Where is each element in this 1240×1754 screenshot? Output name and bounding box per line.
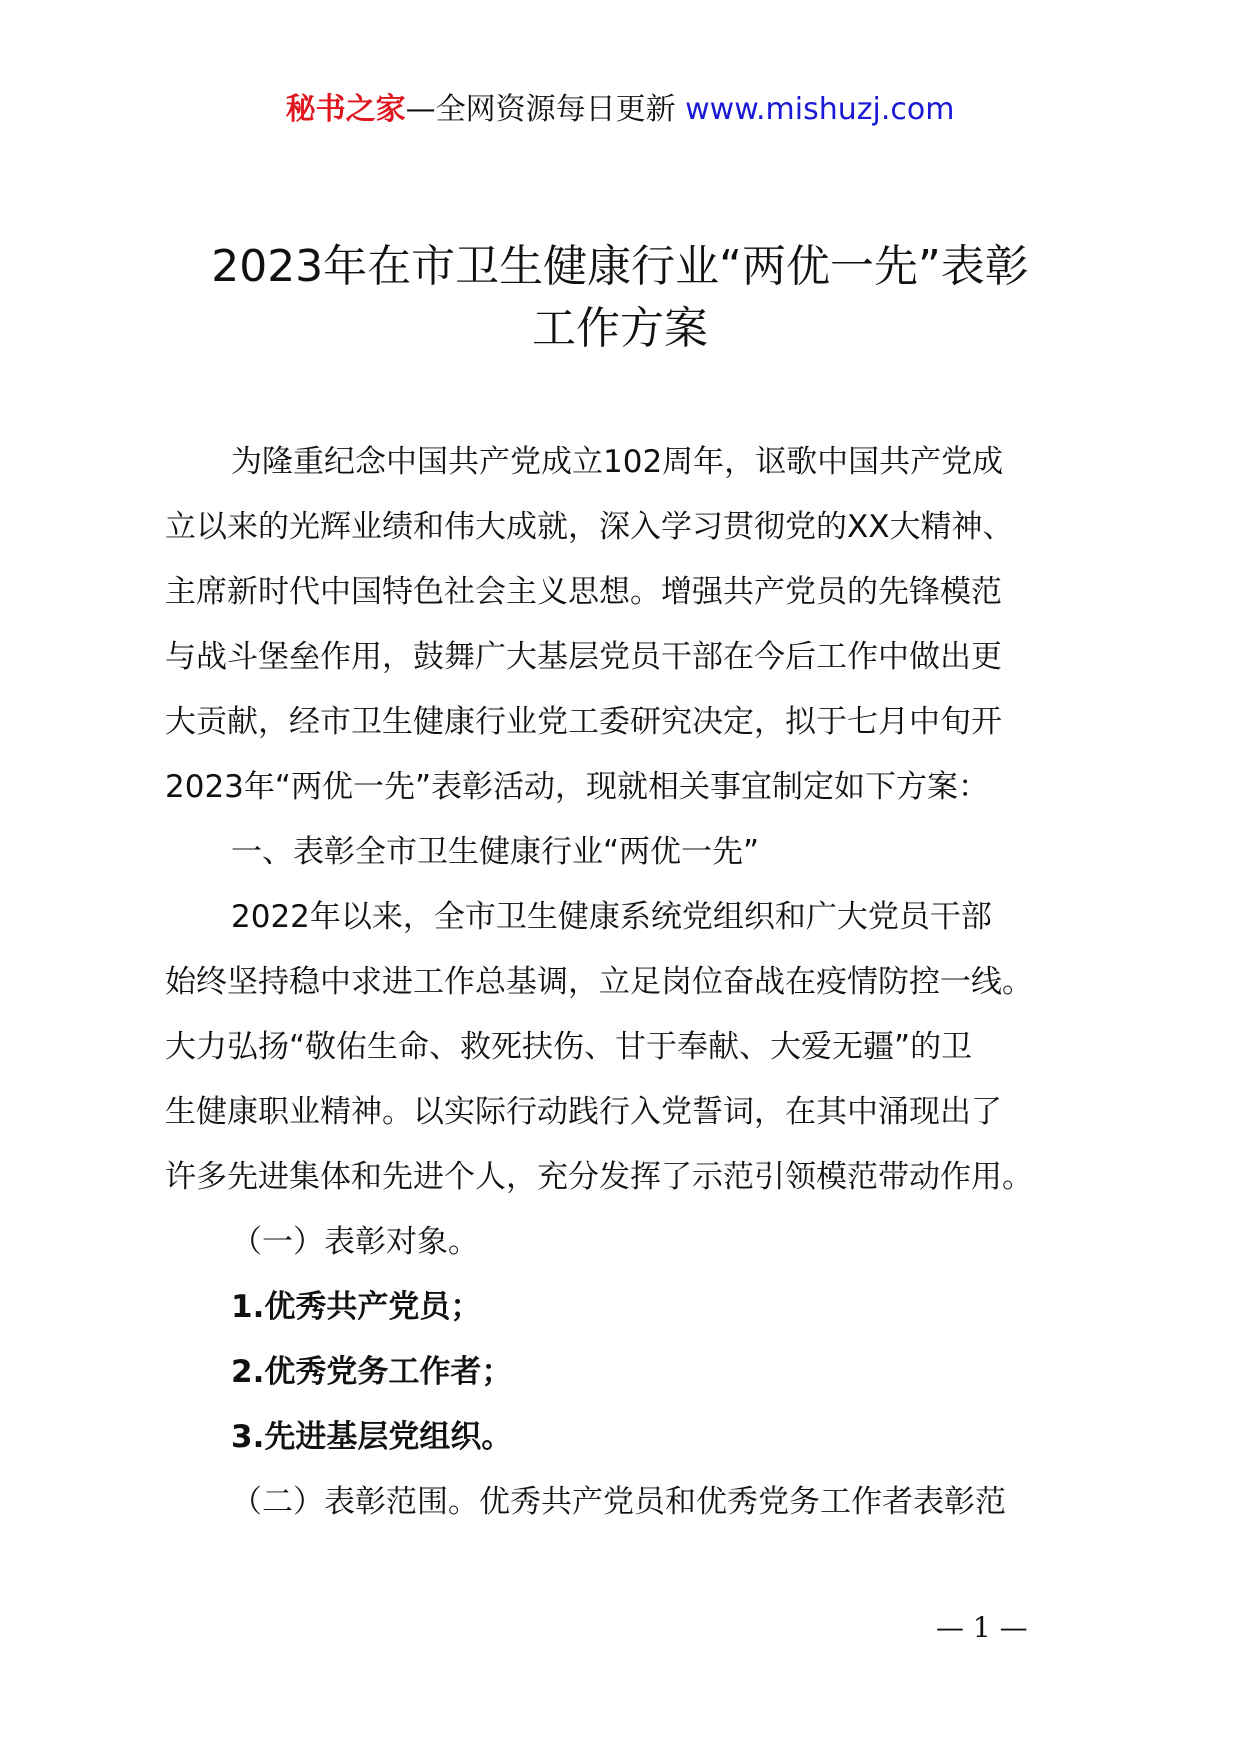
site-url-link[interactable]: www.mishuzj.com — [685, 92, 955, 127]
paragraph-1-line: 主席新时代中国特色社会主义思想。增强共产党员的先锋模范 — [165, 574, 1002, 610]
paragraph-2-line: 生健康职业精神。以实际行动践行入党誓词，在其中涌现出了 — [165, 1094, 1002, 1130]
section-heading-1: 一、表彰全市卫生健康行业“两优一先” — [231, 834, 760, 870]
document-body — [165, 430, 1085, 1535]
paragraph-1-line: 立以来的光辉业绩和伟大成就，深入学习贯彻党的XX大精神、 — [165, 509, 1014, 545]
page-number: — 1 — — [936, 1611, 1028, 1644]
subsection-heading-2: （二）表彰范围。优秀共产党员和优秀党务工作者表彰范 — [231, 1484, 1006, 1520]
title-line-2: 工作方案 — [532, 303, 708, 354]
paragraph-1-line: 2023年“两优一先”表彰活动，现就相关事宜制定如下方案： — [165, 769, 990, 805]
header-slogan: —全网资源每日更新 — [405, 92, 676, 127]
title-line-1: 2023年在市卫生健康行业“两优一先”表彰 — [211, 241, 1029, 292]
brand-name: 秘书之家 — [285, 92, 406, 127]
paragraph-2-line: 大力弘扬“敬佑生命、救死扶伤、甘于奉献、大爱无疆”的卫 — [165, 1029, 973, 1065]
paragraph-1-line: 大贡献，经市卫生健康行业党工委研究决定，拟于七月中旬开 — [165, 704, 1002, 740]
paragraph-1-line: 与战斗堡垒作用，鼓舞广大基层党员干部在今后工作中做出更 — [165, 639, 1002, 675]
list-item: 2.优秀党务工作者； — [231, 1354, 513, 1390]
paragraph-2-line: 始终坚持稳中求进工作总基调，立足岗位奋战在疫情防控一线。 — [165, 964, 1033, 1000]
paragraph-2-line: 2022年以来，全市卫生健康系统党组织和广大党员干部 — [231, 899, 992, 935]
document-title — [0, 236, 1240, 360]
list-item: 1.优秀共产党员； — [231, 1289, 482, 1325]
paragraph-2-line: 许多先进集体和先进个人，充分发挥了示范引领模范带动作用。 — [165, 1159, 1033, 1195]
subsection-heading-1: （一）表彰对象。 — [231, 1224, 479, 1260]
list-item: 3.先进基层党组织。 — [231, 1419, 513, 1455]
site-header-banner — [0, 88, 1240, 132]
paragraph-1-line: 为隆重纪念中国共产党成立102周年，讴歌中国共产党成 — [231, 444, 1004, 480]
